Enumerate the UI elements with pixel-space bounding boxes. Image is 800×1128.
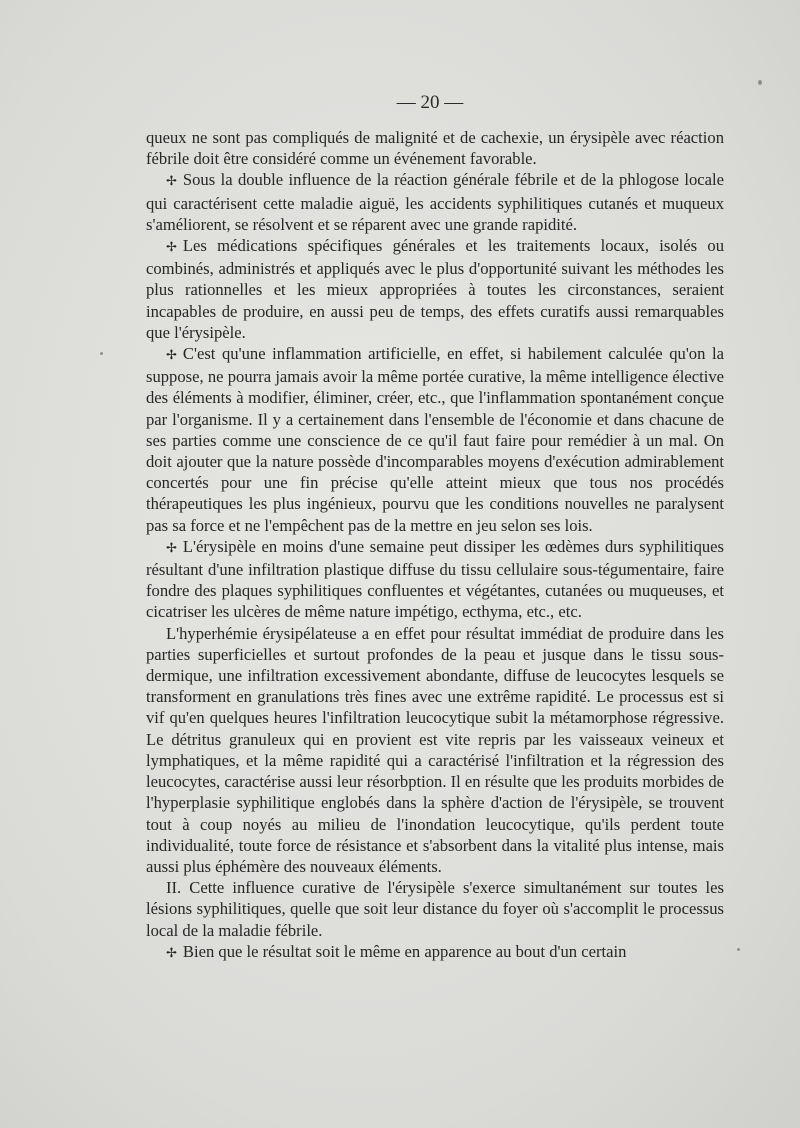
- paragraph-8: [146, 941, 724, 964]
- paragraph-6-text: L'hyperhémie érysipélateuse a en effet pour résultat immédiat de produire dans les parties superficielles et surtout profondes de la peau et jusque dans le tissu sous-dermique, une infiltration excessivement abondante, diffuse de leucocytes lesquels se transforment en granulations très fines avec une extrême rapidité. Le processus est si vif qu'en quelques heures l'infiltration leucocytique subit la métamorphose régressive. Le détritus granuleux qui en provient est vite repris par les vaisseaux veineux et lymphatiques, et la même rapidité qui a caractérisé l'infiltration et la régression des leucocytes, caractérise aussi leur résorbption. Il en résulte que les produits morbides de l'hyperplasie syphilitique englobés dans la sphère d'action de l'érysipèle, se trouvent tout à coup noyés au milieu de l'inondation leucocytique, qu'ils perdent toute individualité, toute force de résistance et s'absorbent dans la vitalité plus intense, mais aussi plus éphémère des nouveaux éléments.: [146, 623, 724, 876]
- paper-speck: [758, 80, 762, 85]
- paragraph-5: [146, 536, 724, 623]
- margin-mark-icon: ✢: [166, 540, 177, 556]
- paragraph-2: [146, 169, 724, 235]
- paper-speck: [737, 948, 740, 951]
- paragraph-2-text: Sous la double influence de la réaction générale fébrile et de la phlogose locale qui caractérisent cette maladie aiguë, les accidents syphilitiques cutanés et muqueux s'améliorent, se résolvent et se réparent avec une grande rapidité.: [146, 170, 724, 234]
- paragraph-5-text: L'érysipèle en moins d'une semaine peut dissiper les œdèmes durs syphilitiques résultant d'une infiltration plastique diffuse du tissu cellulaire sous-tégumentaire, faire fondre des plaques syphilitiques confluentes et végétantes, cutanées ou muqueuses, et cicatriser les ulcères de même nature impétigo, ecthyma, etc., etc.: [146, 536, 724, 622]
- paper-speck: [100, 352, 103, 355]
- paragraph-3-text: Les médications spécifiques générales et les traitements locaux, isolés ou combinés, administrés et appliqués avec le plus d'opportunité suivant les méthodes les plus rationnelles et les mieux appropriées à toutes les circonstances, seraient incapables de produire, en aussi peu de temps, des effets curatifs aussi remarquables que l'érysipèle.: [146, 236, 724, 342]
- paragraph-4: [146, 343, 724, 536]
- margin-mark-icon: ✢: [166, 240, 177, 256]
- paragraph-3: [146, 235, 724, 343]
- paragraph-6: [146, 623, 724, 877]
- paragraph-4-text: C'est qu'une inflammation artificielle, en effet, si habilement calculée qu'on la suppose, ne pourra jamais avoir la même portée curative, la même intelligence élective des éléments à modifier, éliminer, créer, etc., que l'inflammation spontanément conçue par l'organisme. Il y a certainement dans l'ensemble de l'économie et dans chacune de ses parties comme une conscience de ce qu'il faut faire pour remédier à un mal. On doit ajouter que la nature possède d'incomparables moyens d'exécution admirablement concertés pour une fin précise qu'elle atteint mieux que tous nos procédés thérapeutiques les plus ingénieux, pourvu que les conditions nouvelles ne paralysent pas sa force et ne l'empêchent pas de la mettre en jeu selon ses lois.: [146, 344, 724, 535]
- body-text: [146, 127, 724, 964]
- margin-mark-icon: ✢: [166, 174, 177, 190]
- margin-mark-icon: ✢: [166, 945, 177, 961]
- paragraph-8-text: Bien que le résultat soit le même en apparence au bout d'un certain: [182, 941, 627, 961]
- paragraph-1: [146, 127, 724, 169]
- margin-mark-icon: ✢: [166, 348, 177, 364]
- paragraph-7-text: II. Cette influence curative de l'érysipèle s'exerce simultanément sur toutes les lésions syphilitiques, quelle que soit leur distance du foyer où s'accomplit le processus local de la maladie fébrile.: [146, 878, 724, 940]
- paragraph-7: [146, 877, 724, 941]
- page-number: — 20 —: [396, 92, 464, 113]
- paragraph-1-text: queux ne sont pas compliqués de malignité et de cachexie, un érysipèle avec réaction fébrile doit être considéré comme un événement favorable.: [146, 128, 724, 169]
